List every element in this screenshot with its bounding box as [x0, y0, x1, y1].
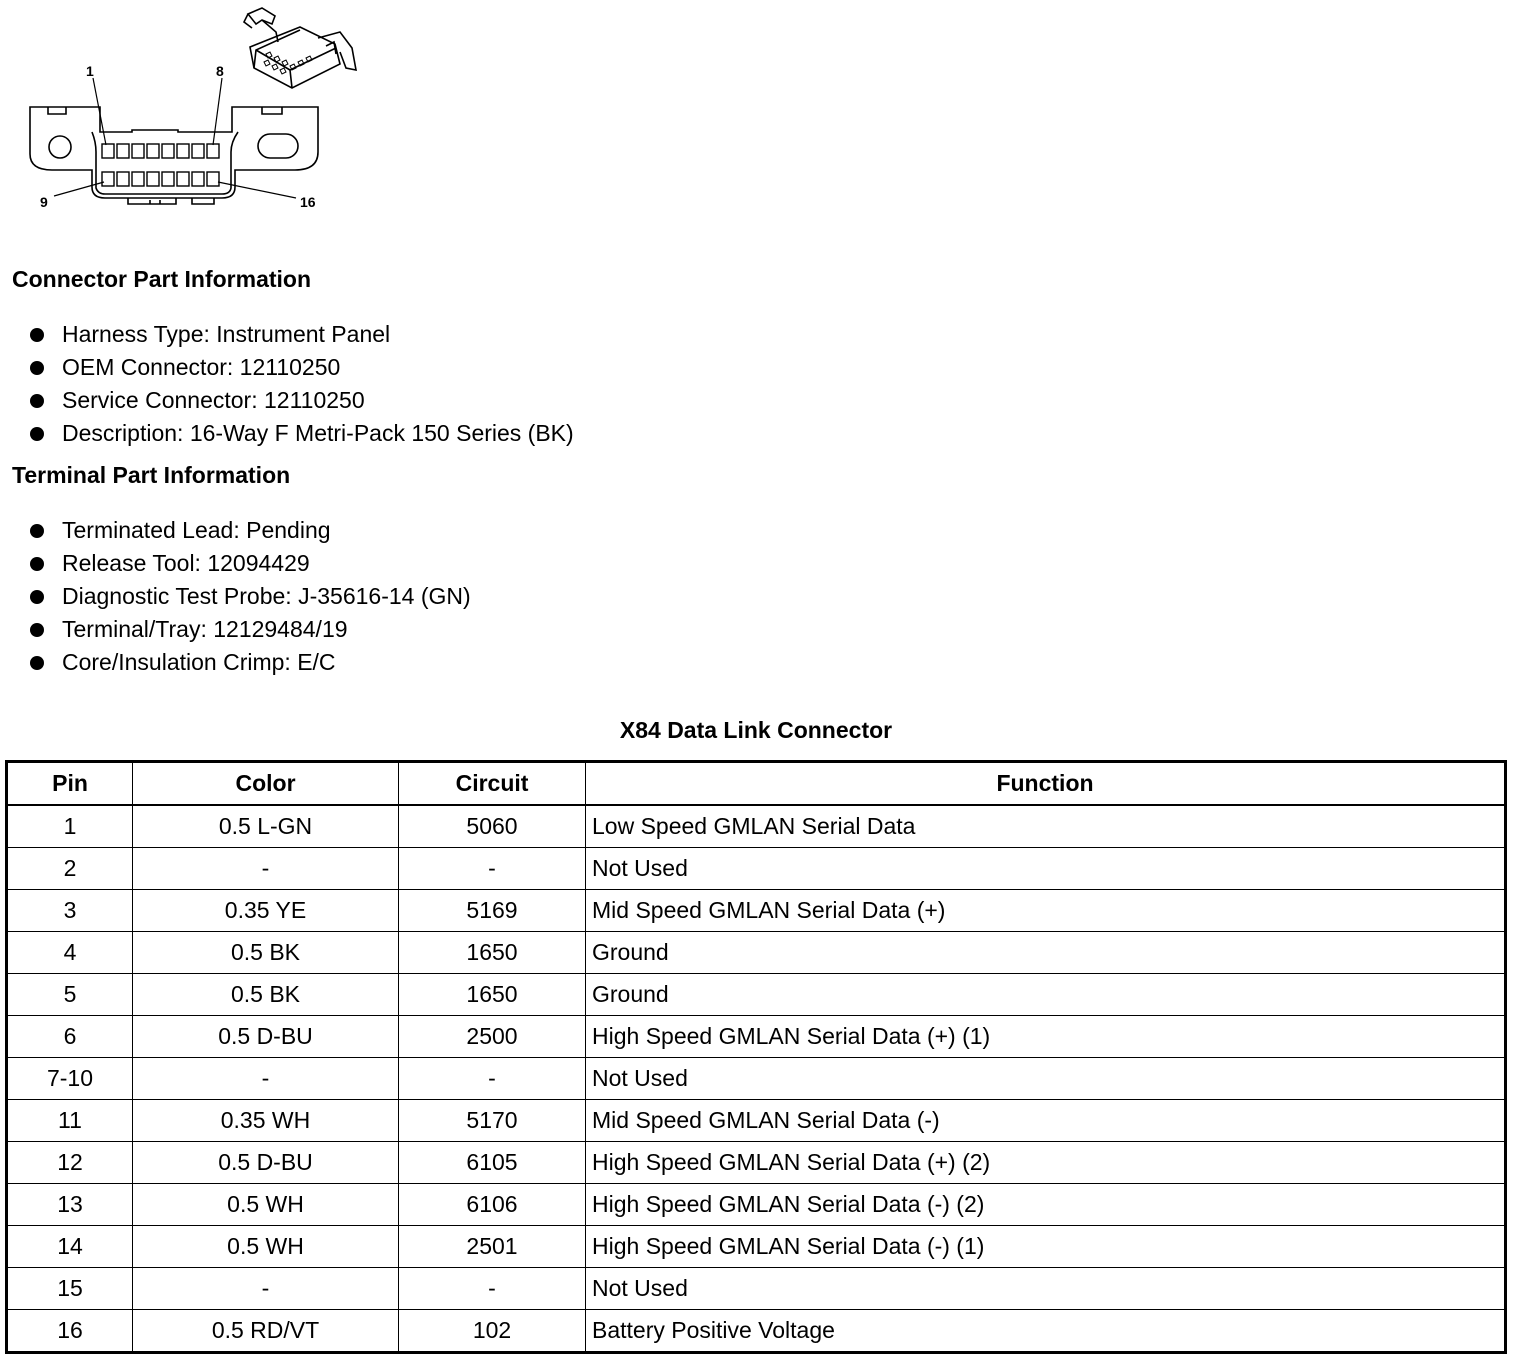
- cell-function: Not Used: [586, 848, 1506, 890]
- list-item: Harness Type: Instrument Panel: [28, 318, 574, 351]
- list-item: Release Tool: 12094429: [28, 547, 471, 580]
- pin-table: [5, 760, 1507, 1354]
- column-header-color: Color: [133, 762, 399, 806]
- cell-color: 0.5 WH: [133, 1184, 399, 1226]
- cell-function: High Speed GMLAN Serial Data (-) (1): [586, 1226, 1506, 1268]
- cell-pin: 16: [7, 1310, 133, 1353]
- list-item: Terminated Lead: Pending: [28, 514, 471, 547]
- cell-pin: 4: [7, 932, 133, 974]
- cell-color: 0.5 L-GN: [133, 805, 399, 848]
- cell-circuit: 6106: [399, 1184, 586, 1226]
- cell-color: 0.5 WH: [133, 1226, 399, 1268]
- table-row: [7, 1268, 1506, 1310]
- table-header-row: [7, 762, 1506, 806]
- connector-3d-icon: [244, 8, 356, 88]
- cell-circuit: -: [399, 848, 586, 890]
- pin-label-8: 8: [216, 63, 224, 79]
- table-row: [7, 932, 1506, 974]
- bullet-icon: [30, 590, 44, 604]
- column-header-circuit: Circuit: [399, 762, 586, 806]
- cell-pin: 5: [7, 974, 133, 1016]
- cell-function: High Speed GMLAN Serial Data (-) (2): [586, 1184, 1506, 1226]
- cell-function: Low Speed GMLAN Serial Data: [586, 805, 1506, 848]
- cell-circuit: 5170: [399, 1100, 586, 1142]
- cell-pin: 7-10: [7, 1058, 133, 1100]
- connector-part-info-list: [28, 318, 574, 450]
- cell-circuit: -: [399, 1268, 586, 1310]
- bullet-icon: [30, 328, 44, 342]
- table-body: [7, 805, 1506, 1353]
- table-title: X84 Data Link Connector: [619, 717, 893, 743]
- bullet-icon: [30, 656, 44, 670]
- cell-color: 0.5 D-BU: [133, 1142, 399, 1184]
- cell-color: 0.5 BK: [133, 932, 399, 974]
- bullet-icon: [30, 394, 44, 408]
- list-item: Terminal/Tray: 12129484/19: [28, 613, 471, 646]
- cell-pin: 15: [7, 1268, 133, 1310]
- table-row: [7, 1184, 1506, 1226]
- table-row: [7, 1310, 1506, 1353]
- table-row: [7, 1016, 1506, 1058]
- bullet-icon: [30, 427, 44, 441]
- pin-cavities-bottom-row: [102, 172, 219, 186]
- list-item: Description: 16-Way F Metri-Pack 150 Series (BK): [28, 417, 574, 450]
- table-row: [7, 890, 1506, 932]
- list-item: Core/Insulation Crimp: E/C: [28, 646, 471, 679]
- cell-color: 0.5 RD/VT: [133, 1310, 399, 1353]
- cell-circuit: 1650: [399, 974, 586, 1016]
- cell-function: High Speed GMLAN Serial Data (+) (1): [586, 1016, 1506, 1058]
- pin-label-9: 9: [40, 194, 48, 210]
- terminal-part-info-heading: Terminal Part Information: [12, 462, 291, 488]
- cell-function: High Speed GMLAN Serial Data (+) (2): [586, 1142, 1506, 1184]
- table-row: [7, 805, 1506, 848]
- pin-label-16: 16: [300, 194, 316, 210]
- column-header-function: Function: [586, 762, 1506, 806]
- connector-diagram: [20, 2, 370, 217]
- cell-pin: 13: [7, 1184, 133, 1226]
- cell-color: 0.35 WH: [133, 1100, 399, 1142]
- cell-function: Mid Speed GMLAN Serial Data (-): [586, 1100, 1506, 1142]
- table-row: [7, 1226, 1506, 1268]
- column-header-pin: Pin: [7, 762, 133, 806]
- cell-function: Not Used: [586, 1268, 1506, 1310]
- bullet-icon: [30, 557, 44, 571]
- cell-color: 0.5 BK: [133, 974, 399, 1016]
- list-item: Service Connector: 12110250: [28, 384, 574, 417]
- cell-circuit: 5060: [399, 805, 586, 848]
- cell-function: Ground: [586, 932, 1506, 974]
- cell-pin: 12: [7, 1142, 133, 1184]
- table-row: [7, 1058, 1506, 1100]
- cell-pin: 11: [7, 1100, 133, 1142]
- cell-circuit: 102: [399, 1310, 586, 1353]
- pin-cavities-top-row: [102, 144, 219, 158]
- cell-color: -: [133, 848, 399, 890]
- cell-pin: 6: [7, 1016, 133, 1058]
- bullet-icon: [30, 361, 44, 375]
- pin-leader-lines: [54, 78, 296, 198]
- cell-circuit: 6105: [399, 1142, 586, 1184]
- cell-pin: 14: [7, 1226, 133, 1268]
- cell-pin: 3: [7, 890, 133, 932]
- cell-color: 0.5 D-BU: [133, 1016, 399, 1058]
- cell-circuit: 2501: [399, 1226, 586, 1268]
- cell-function: Battery Positive Voltage: [586, 1310, 1506, 1353]
- cell-circuit: 1650: [399, 932, 586, 974]
- cell-circuit: -: [399, 1058, 586, 1100]
- cell-pin: 1: [7, 805, 133, 848]
- list-item: Diagnostic Test Probe: J-35616-14 (GN): [28, 580, 471, 613]
- connector-part-info-heading: Connector Part Information: [12, 266, 312, 292]
- cell-color: 0.35 YE: [133, 890, 399, 932]
- table-row: [7, 848, 1506, 890]
- list-item: OEM Connector: 12110250: [28, 351, 574, 384]
- cell-function: Ground: [586, 974, 1506, 1016]
- cell-color: -: [133, 1058, 399, 1100]
- table-row: [7, 1100, 1506, 1142]
- cell-pin: 2: [7, 848, 133, 890]
- cell-circuit: 5169: [399, 890, 586, 932]
- table-row: [7, 974, 1506, 1016]
- bullet-icon: [30, 623, 44, 637]
- cell-color: -: [133, 1268, 399, 1310]
- bullet-icon: [30, 524, 44, 538]
- terminal-part-info-list: [28, 514, 471, 679]
- cell-circuit: 2500: [399, 1016, 586, 1058]
- table-row: [7, 1142, 1506, 1184]
- cell-function: Not Used: [586, 1058, 1506, 1100]
- pin-label-1: 1: [86, 63, 94, 79]
- cell-function: Mid Speed GMLAN Serial Data (+): [586, 890, 1506, 932]
